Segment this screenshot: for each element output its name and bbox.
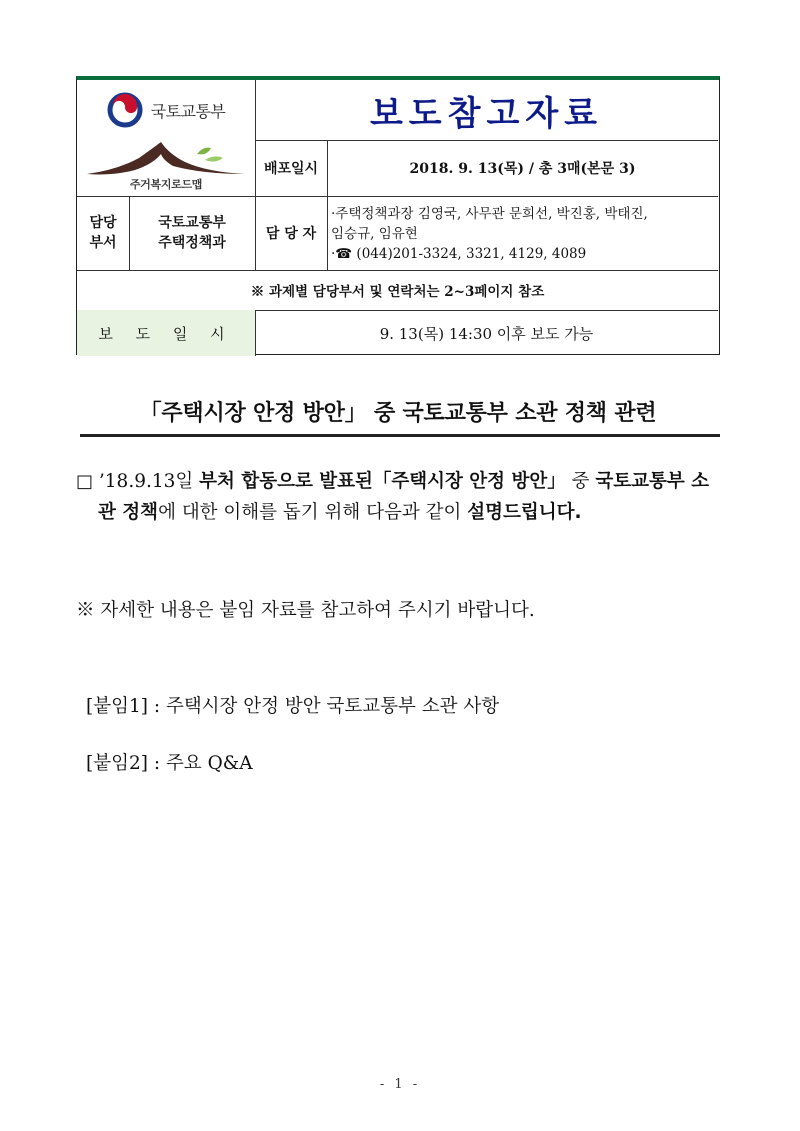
document-type-title: 보도참고자료 [369,93,604,134]
contact-detail [327,196,718,270]
taegeuk-emblem-icon [107,92,143,128]
distribution-label: 배포일시 [263,161,319,177]
attachment-2: [붙임2] : 주요 Q&A [86,753,253,774]
department-label-line2: 부서 [89,235,117,251]
housing-roadmap-logo [77,140,255,196]
para-text: 에 대한 이해를 돕기 위해 다음과 같이 [158,502,468,523]
contact-line2: 임승규, 임유현 [331,226,418,242]
para-emphasis: 설명드립니다. [467,502,582,523]
checkbox-bullet-icon: □ [76,471,94,492]
roof-leaf-icon [77,140,255,180]
para-text: ’18.9.13일 [93,471,200,492]
contact-phone: (044)201-3324, 3321, 4129, 4089 [356,246,587,262]
housing-logo-text: 주거복지로드맵 [129,178,203,191]
attachment-1: [붙임1] : 주택시장 안정 방안 국토교통부 소관 사항 [86,696,500,717]
press-release-title: 「주택시장 안정 방안」 중 국토교통부 소관 정책 관련 [139,401,657,426]
reference-remark: ※ 자세한 내용은 붙임 자료를 참고하여 주시기 바랍니다. [76,600,535,621]
department-label [77,196,129,270]
distribution-value: 2018. 9. 13(목) / 총 3매(본문 3) [409,161,636,177]
phone-icon: ☎ [335,246,353,262]
page-number: - 1 - [379,1077,421,1092]
contact-line1: ·주택정책과장 김영국, 사무관 문희선, 박진홍, 박태진, [331,206,648,222]
ministry-logo [77,80,255,140]
para-emphasis: 국토교통부 소관 정책 [98,471,710,523]
department-name [129,196,255,270]
department-label-line1: 담당 [89,215,117,231]
para-text: 중 [565,471,596,492]
contact-phone-row: ·☎ (044)201-3324, 3321, 4129, 4089 [331,246,587,262]
embargo-value: 9. 13(목) 14:30 이후 보도 가능 [379,324,594,343]
contact-label: 담 당 자 [265,226,317,242]
contact-note: ※ 과제별 담당부서 및 연락처는 2~3페이지 참조 [250,284,545,300]
summary-paragraph [76,466,726,528]
department-name-line1: 국토교통부 [158,215,226,231]
para-emphasis: 부처 합동으로 발표된「주택시장 안정 방안」 [199,471,566,492]
embargo-label: 보 도 일 시 [77,310,255,356]
ministry-name: 국토교통부 [150,101,226,121]
press-header-table [76,76,720,355]
department-name-line2: 주택정책과 [158,235,226,251]
title-underline [80,434,720,437]
